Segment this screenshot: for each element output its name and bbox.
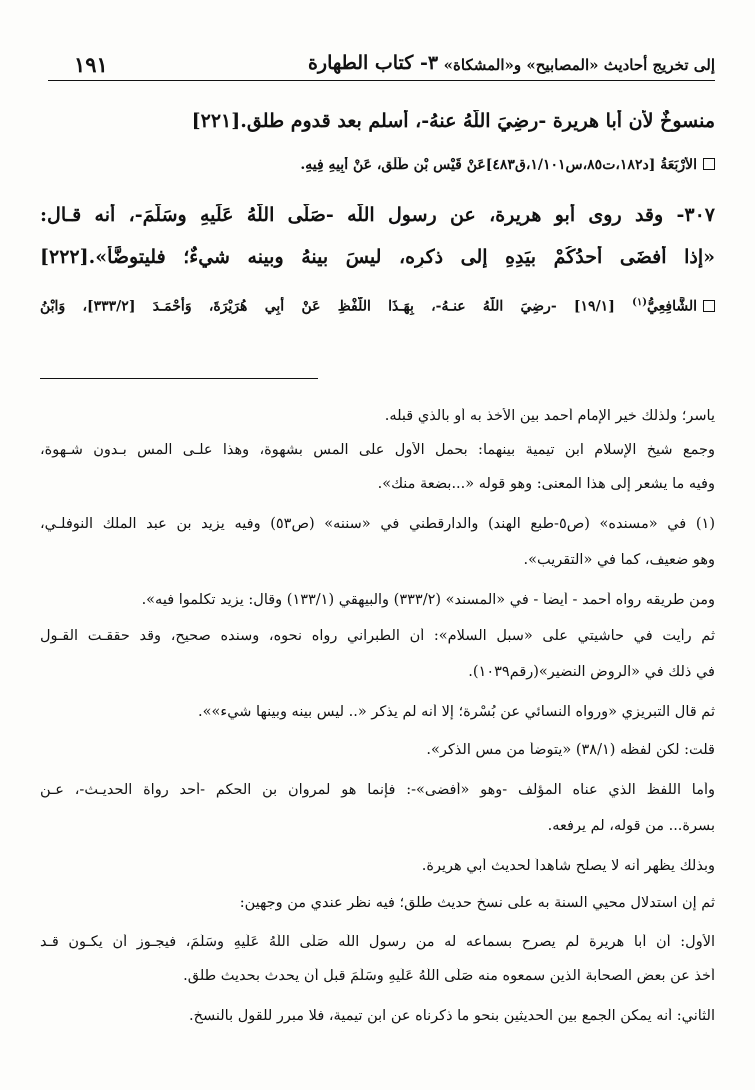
checkbox-square-icon xyxy=(703,300,715,312)
footnote-line: ياسر؛ ولذلك خير الإمام أحمد بين الأخذ به أو بالذي قبله. xyxy=(384,408,715,424)
footnote-line: ثم رأيت في حاشيتي على «سبل السلام»: أن الطبراني رواه نحوه، وسنده صحيح، وقد حققـت القـول xyxy=(40,628,715,644)
footnote-line: في ذلك في «الروض النضير»(رقم١٠٣٩). xyxy=(468,664,715,680)
footnote-line: وفيه ما يشعر إلى هذا المعنى: وهو قوله «...بضعة منك». xyxy=(377,476,715,492)
takhrij-source: الشَّافِعِيُّ xyxy=(646,298,697,315)
footnote-divider xyxy=(40,378,318,379)
footnote-line: وبذلك يظهر أنه لا يصلح شاهداً لحديث أبي هريرة. xyxy=(421,858,715,874)
main-text-line: منسوخٌ لأن أبا هريرة -رضِيَ اللَّهُ عنهُ-، أسلم بعد قدوم طلق.[٢٢١] xyxy=(191,110,715,132)
footnote-line: وأما اللفظ الذي عناه المؤلف -وهو «أفضى»-: فإنما هو لمروان بن الحكم -أحد رواة الحديـث-، عـن xyxy=(40,782,715,798)
checkbox-square-icon xyxy=(703,158,715,170)
footnote-ref: (١) xyxy=(632,297,647,308)
footnote-line: وهو ضعيف، كما في «التقريب». xyxy=(523,552,715,568)
footnote-line: (١) في «مسنده» (ص٥-طبع الهند) والدارقطني في «سننه» (ص٥٣) وفيه يزيد بن عبد الملك النوفلـي، xyxy=(40,516,715,532)
footnote-line: ثم قال التبريزي «ورواه النسائي عن بُسْرة؛ إلا أنه لم يذكر «.. ليس بينه وبينها شيء»». xyxy=(198,704,715,720)
hadith-line: ٣٠٧- وقد روى أبو هريرة، عن رسول اللَّه -صَلَّى اللَّهُ عَلَيهِ وسَلَّمَ-، أنه قـال: xyxy=(40,204,715,226)
page-number: ١٩١ xyxy=(74,52,108,77)
footnote-line: أخذ عن بعض الصحابة الذين سمعوه منه صَلَّى اللَّهُ عَلَيهِ وسَلَّمَ قبل أن يحدث بحديث طلق. xyxy=(183,968,715,984)
hadith-text-line: «إذا أفضَى أحدُكُمْ بيَدِهِ إلى ذكرِه، ليسَ بينهُ وبينه شيءٌ؛ فليتوضَّأ».[٢٢٢] xyxy=(40,246,715,268)
takhrij-line xyxy=(40,157,715,173)
footnote-line: قلت: لكن لفظه (٣٨/١) «يتوضأ من مس الذكر». xyxy=(426,742,715,758)
footnote-line: بسرة... من قوله، لم يرفعه. xyxy=(547,818,715,834)
footnote-line: الأول: أن أبا هريرة لم يصرح بسماعه له من رسول اللَّه صَلَّى اللَّهُ عَلَيهِ وسَلَّمَ، فيجـوز أن يكـون قـد xyxy=(40,934,715,950)
book-title: إلى تخريج أحاديث «المصابيح» و«المشكاة» xyxy=(443,56,715,74)
footnote-line: ثم إن استدلال محيي السنة به على نسخ حديث طلق؛ فيه نظر عندي من وجهين: xyxy=(239,895,715,911)
footnote-line: وجمع شيخ الإسلام ابن تيمية بينهما: بحمل الأول على المس بشهوة، وهذا علـى المس بـدون شـهوة، xyxy=(40,442,715,458)
running-header xyxy=(48,50,715,81)
takhrij-line xyxy=(40,297,715,315)
takhrij-text: الأَرْبَعَةُ [د١٨٢،ت٨٥،س١/١٠١،ق٤٨٣]عَنْ قَيْسِ بْنِ طَلْقٍ، عَنْ أَبِيهِ فِيهِ. xyxy=(300,157,697,173)
footnote-line: ومن طريقه رواه أحمد - أيضاً - في «المسند» (٣٣٣/٢) والبيهقي (١٣٣/١) وقال: يزيد تكلموا فيه». xyxy=(141,592,715,608)
footnote-line: الثاني: أنه يمكن الجمع بين الحديثين بنحو ما ذكرناه عن ابن تيمية، فلا مبرر للقول بالنسخ. xyxy=(188,1008,715,1024)
takhrij-text: [١٩/١] -رضِيَ اللَّهُ عنـهُ-، بِهَـذَا اللَّفْظِ عَنْ أَبِي هُرَيْرَةَ، وَأَحْمَـدَ [٣٣٣/٢]، وَابْنُ xyxy=(40,298,633,315)
chapter-title: ٣- كتاب الطهارة xyxy=(307,52,439,74)
